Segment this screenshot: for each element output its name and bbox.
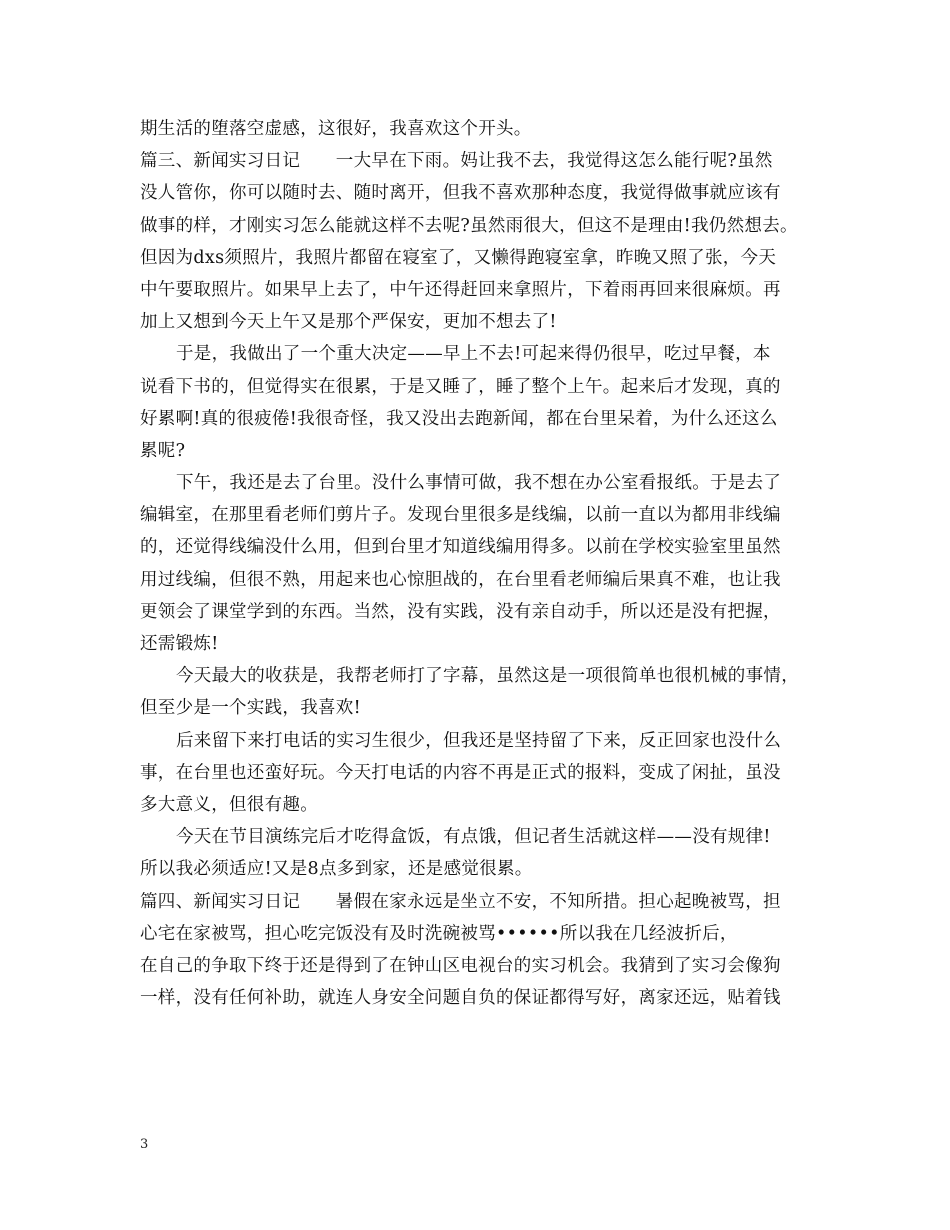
text-line: 期生活的堕落空虚感，这很好，我喜欢这个开头。	[140, 119, 532, 139]
text-line: 篇四、新闻实习日记 暑假在家永远是坐立不安，不知所措。担心起晚被骂，担	[140, 891, 781, 912]
text-line: 还需锻炼!	[140, 634, 219, 654]
text-line: 所以我必须适应!又是8点多到家，还是感觉很累。	[140, 859, 533, 880]
text-line: 中午要取照片。如果早上去了，中午还得赶回来拿照片，下着雨再回来很麻烦。再	[140, 279, 781, 300]
text-line: 篇三、新闻实习日记 一大早在下雨。妈让我不去，我觉得这怎么能行呢?虽然	[140, 151, 773, 172]
text-line: 没人管你，你可以随时去、随时离开，但我不喜欢那种态度，我觉得做事就应该有	[140, 183, 781, 204]
document-body	[140, 113, 830, 1014]
text-line: 下午，我还是去了台里。没什么事情可做，我不想在办公室看报纸。于是去了	[176, 473, 782, 494]
text-line: 用过线编，但很不熟，用起来也心惊胆战的，在台里看老师编后果真不难，也让我	[140, 569, 781, 590]
text-line: 在自己的争取下终于还是得到了在钟山区电视台的实习机会。我猜到了实习会像狗	[140, 955, 781, 976]
text-line: 加上又想到今天上午又是那个严保安，更加不想去了!	[140, 312, 557, 333]
text-line: 的，还觉得线编没什么用，但到台里才知道线编用得多。以前在学校实验室里虽然	[140, 537, 781, 558]
text-line: 好累啊!真的很疲倦!我很奇怪，我又没出去跑新闻，都在台里呆着，为什么还这么	[140, 408, 778, 429]
text-line: 于是，我做出了一个重大决定——早上不去!可起来得仍很早，吃过早餐，本	[176, 344, 771, 365]
text-line: 今天在节目演练完后才吃得盒饭，有点饿，但记者生活就这样——没有规律!	[176, 827, 771, 848]
text-line: 更领会了课堂学到的东西。当然，没有实践，没有亲自动手，所以还是没有把握，	[140, 601, 781, 622]
text-line: 做事的样，才刚实习怎么能就这样不去呢?虽然雨很大，但这不是理由!我仍然想去。	[140, 215, 798, 236]
text-line: 但因为dxs须照片，我照片都留在寝室了，又懒得跑寝室拿，昨晚又照了张，今天	[140, 247, 777, 268]
text-line: 说看下书的，但觉得实在很累，于是又睡了，睡了整个上午。起来后才发现，真的	[140, 376, 781, 397]
text-line: 后来留下来打电话的实习生很少，但我还是坚持留了下来，反正回家也没什么	[176, 730, 782, 751]
text-line: 但至少是一个实践，我喜欢!	[140, 698, 361, 719]
text-line: 事，在台里也还蛮好玩。今天打电话的内容不再是正式的报料，变成了闲扯，虽没	[140, 762, 781, 783]
page-number: 3	[140, 1137, 149, 1152]
text-line: 累呢?	[140, 440, 186, 461]
text-line: 编辑室，在那里看老师们剪片子。发现台里很多是线编，以前一直以为都用非线编	[140, 505, 781, 526]
text-line: 今天最大的收获是，我帮老师打了字幕，虽然这是一项很简单也很机械的事情，	[176, 666, 799, 687]
text-line: 多大意义，但很有趣。	[140, 794, 318, 815]
text-line: 一样，没有任何补助，就连人身安全问题自负的保证都得写好，离家还远，贴着钱	[140, 988, 781, 1009]
text-line: 心宅在家被骂，担心吃完饭没有及时洗碗被骂••••••所以我在几经波折后，	[140, 923, 738, 944]
